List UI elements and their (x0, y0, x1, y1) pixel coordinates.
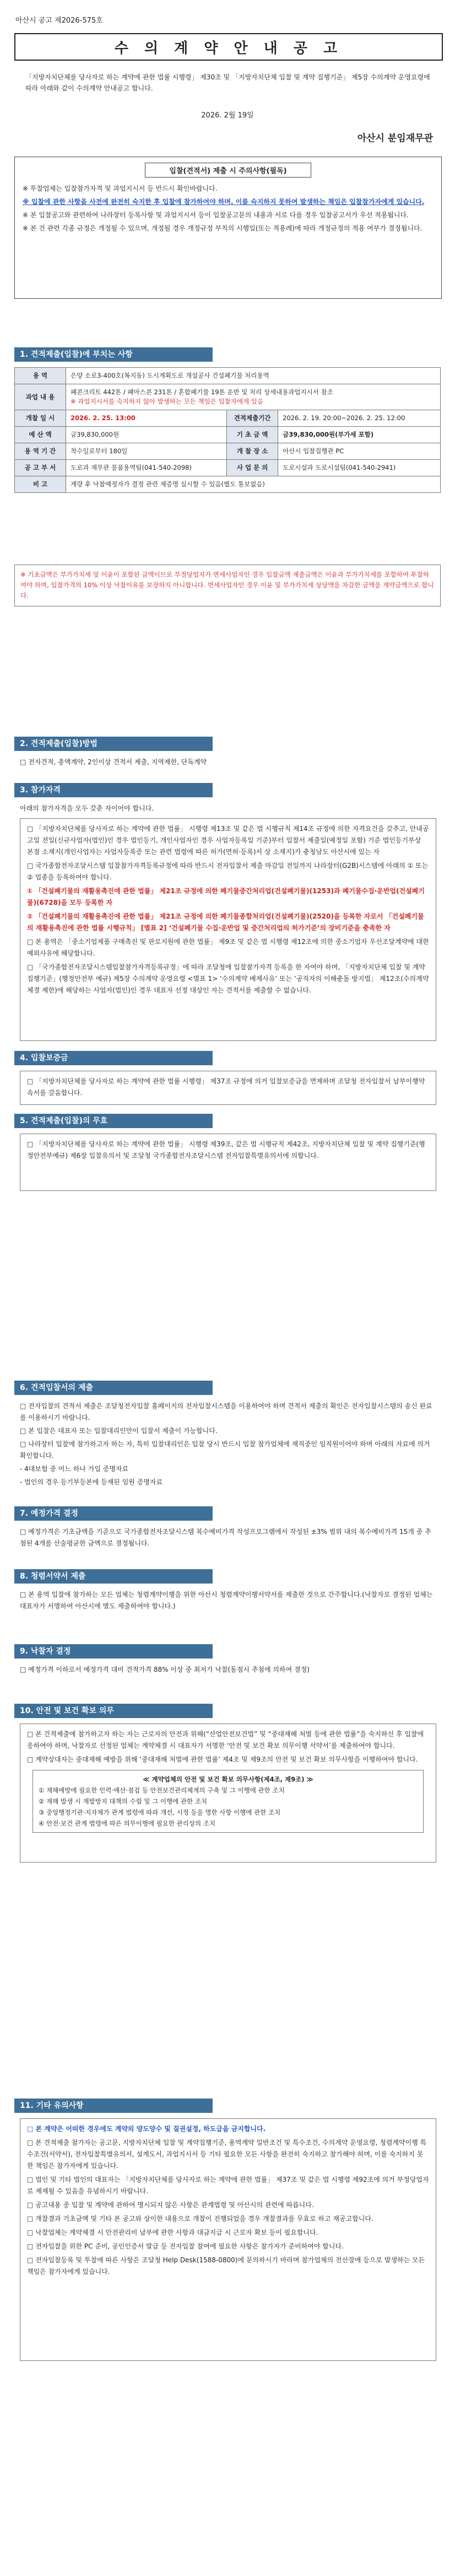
safety-box (20, 1724, 436, 1863)
caution-item: ※ 입찰에 관한 사항을 사전에 완전히 숙지한 후 입찰에 참가하여야 하며, 이를 숙지하지 못하여 발생하는 책임은 입찰참가자에게 있습니다. (23, 198, 425, 206)
safety-duty-item: ① 재해예방에 필요한 인력·예산·점검 등 안전보건관리체계의 구축 및 그 이행에 관한 조치 (39, 1786, 285, 1794)
term: 착수일로부터 180일 (66, 443, 227, 460)
safety-duty-title: ≪ 계약업체의 안전 및 보건 확보 의무사항(제4조, 제9조) ≫ (143, 1775, 313, 1783)
submission-item: □ 나라장터 입찰에 참가하고자 하는 자, 특히 입찰대리인은 입찰 당시 반드시 입찰 참가업체에 재직중인 임직원이어야 하며 아래의 자료에 의거 확인합니다. (20, 1440, 430, 1459)
budget: 금39,830,000원 (66, 427, 227, 443)
safety-duty-item: ② 재해 발생 시 재발방지 대책의 수립 및 그 이행에 관한 조치 (39, 1797, 208, 1805)
label-base-amount: 기 초 금 액 (227, 427, 278, 443)
notice-date: 2026. 2월 19일 (201, 111, 254, 120)
label-open-time: 개찰 일 시 (15, 410, 66, 427)
qualification-item: ① 「건설폐기물의 재활용촉진에 관한 법률」 제21조 규정에 의한 폐기물중간처리업(건설폐기물)(1253)과 폐기물수집·운반업(건설폐기물)(6728)을 모두 등록한 자 (27, 887, 425, 906)
award-text: □ 예정가격 이하로서 예정가격 대비 견적가격 88% 이상 중 최저가 낙찰(동점시 추첨에 의하여 결정) (20, 1666, 310, 1673)
safety-item: □ 본 건적제출에 참가하고자 하는 자는 근로자의 안전과 위해(“산업안전보건법” 및 “중대재해 처벌 등에 관한 법률”을 숙지하신 후 입찰에 응하여야 하며, 낙찰자로 선정된 업체는 계약체결 시 대표자가 서명한 ‘안전 및 보건 확보 의무이행 서약서’를 제출하여야 합니다. (27, 1730, 424, 1749)
note-item: □ 공고내용 중 입찰 및 계약에 관하여 명시되지 않은 사항은 관계법령 및 아산시의 관련에 따릅니다. (27, 2201, 314, 2209)
quantity-text: 폐콘크리트 442톤 / 폐아스콘 231톤 / 혼합폐기물 19톤 운반 및 처리 상세내용과업지시서 참조 (71, 388, 333, 396)
note-item: □ 본 견적제출 참가자는 공고문, 지방자치단체 입찰 및 계약집행기준, 용역계약 일반조건 및 특수조건, 수의계약 운영요령, 청렴계약이행 특수조건(서약서), 전자입찰특별유의서, 설계도서, 과업지시서 등 기타 필요한 모든 사항을 완전히 숙지하고 참가해야 하며, 이를 숙지하지 못한 책임은 참가자에게 있습니다. (27, 2139, 427, 2170)
submission-list (20, 1400, 436, 1490)
intro-text: 「지방자치단체를 당사자로 하는 계약에 관한 법률 시행령」 제30조 및 「지방자치단체 입찰 및 계약 집행기준」 제5장 수의계약 운영요령에 따라 아래와 같이 수의계약 안내공고 합니다. (25, 73, 430, 92)
qualification-item: □ 국가종합전자조달시스템 입찰참가자격등록규정에 따라 반드시 전자입찰서 제출 마감일 전일까지 나라장터(G2B)시스템에 아래의 ① 또는 ② 업종을 등록하여야 합니다. (27, 862, 429, 881)
caution-item: ※ 본 입찰공고와 관련하여 나라장터 등록사항 및 과업지시서 등이 입찰공고문의 내용과 서로 다를 경우 입찰공고서가 우선 적용됩니다. (23, 211, 409, 219)
open-time: 2026. 2. 25. 13:00 (66, 410, 227, 427)
label-quantity: 과업 내 용 (15, 384, 66, 410)
safety-duty-box (32, 1770, 424, 1833)
section-heading-9: 9. 낙찰자 결정 (14, 1644, 213, 1659)
note-item: □ 전자입찰을 위한 PC 준비, 공인인증서 발급 등 전자입찰 참여에 필요한 사항은 참가자가 준비하여야 합니다. (27, 2242, 344, 2250)
label-service: 용 역 (15, 368, 66, 384)
submission-item: - 법인의 경우 등기부등본에 등재된 임원 증명자료 (20, 1478, 163, 1486)
caution-list (23, 183, 434, 234)
section-heading-7: 7. 예정가격 결정 (14, 1506, 213, 1521)
caution-title: 입찰(견적서) 제출 시 주의사항(필독) (145, 163, 311, 178)
label-place: 개 찰 장 소 (227, 443, 278, 460)
section-heading-10: 10. 안전 및 보건 확보 의무 (14, 1704, 213, 1718)
qualification-item: □ 「국가종합전자조달시스템입찰참가자격등록규정」에 따라 조달청에 입찰참가자격 등록을 한 자여야 하며, 「지방자치단체 입찰 및 계약집행기준」(행정안전부 예규) 제5장 수의계약 운영요령 <별표 1> ‘수의계약 배제사유’ 또는 ‘공직자의 이해충돌 방지법」 제12조(수의계약 체결 제한)에 해당하는 사업자(법인)인 경우 대표자 선정 대상인 자는 견적서를 제출할 수 없습니다. (27, 963, 429, 994)
note-item: □ 전자입찰등록 및 투찰에 따른 사항은 조달청 Help Desk(1588-0800)에 문의하시기 바라며 참가업체의 전산장애 등으로 발생하는 모든 책임은 참가자에게 있습니다. (27, 2256, 425, 2276)
label-remark: 비 고 (15, 476, 66, 493)
safety-duty-item: ③ 중앙행정기관·지자체가 관계 법령에 따라 개선, 시정 등을 명한 사항 이행에 관한 조치 (39, 1808, 281, 1816)
qualification-intro: 아래의 참가자격을 모두 갖춘 자이어야 합니다. (20, 804, 154, 812)
notice-number: 아산시 공고 제2026-575호 (15, 17, 103, 25)
quantity-note: ※ 과업지시서를 숙지하지 않아 발생하는 모든 책임은 입찰자에게 있음 (71, 398, 263, 405)
section-heading-8: 8. 청렴서약서 제출 (14, 1569, 213, 1584)
label-deadline: 견적제출기간 (227, 410, 278, 427)
submission-item: □ 전자입찰의 견적서 제출은 조달청전자입찰 홈페이지의 전자입찰시스템을 이용하여야 하며 견적서 제출의 확인은 전자입찰시스템의 송신 완료를 이용하시기 바랍니다. (20, 1402, 432, 1421)
page-title: 수 의 계 약 안 내 공 고 (14, 33, 443, 61)
section-heading-1: 1. 견적제출(입찰)에 부치는 사항 (14, 347, 213, 362)
qualification-item: □ 「지방자치단체를 당사자로 하는 계약에 관한 법률」 시행령 제13조 및 같은 법 시행규칙 제14조 규정에 의한 자격요건을 갖추고, 안내공고일 전일(신규사업자(법인)인 경우 법인등기, 개인사업자인 경우 사업자등록일 기준)부터 입찰서 제출일(예정일 포함) 기준 법인등기부상 본점 소재지(개인사업자는 사업자등록증 또는 관련 법령에 따른 허가(면허·등록)서 상 소재지)가 충청남도 아산시에 있는 자 (27, 825, 429, 856)
qualification-box (20, 818, 436, 1041)
notes-box (20, 2118, 436, 2361)
bid-bond-box (20, 1071, 436, 1105)
note-item: □ 개찰결과 기초금액 및 기타 본 공고와 상이한 내용으로 개찰이 진행되었을 경우 개찰결과를 무효로 하고 재공고합니다. (27, 2215, 373, 2223)
section-heading-4: 4. 입찰보증금 (14, 1051, 213, 1065)
caution-box (14, 157, 442, 299)
issuer: 아산시 분임재무관 (357, 133, 433, 144)
contact: 도로시설과 도로시설팀(041-540-2941) (278, 460, 441, 476)
invalid-box (20, 1134, 436, 1191)
info-table (14, 367, 441, 493)
bid-method-text: □ 전자견적, 총액계약, 2인이상 견적서 제출, 지역제한, 단독계약 (20, 758, 207, 766)
safety-item: □ 계약상대자는 중대재해 예방을 위해 ‘중대재해 처벌에 관한 법률’ 제4조 및 제9조의 안전 및 보건 확보 의무사항을 이행하여야 합니다. (27, 1756, 418, 1763)
service-name: 은양 소로3-400호(복지동) 도시계획도로 개설공사 건설폐기물 처리용역 (66, 368, 441, 384)
safety-duty-item: ④ 안전·보건 관계 법령에 따른 의무이행에 필요한 관리상의 조치 (39, 1820, 215, 1827)
label-budget: 예 산 액 (15, 427, 66, 443)
section-heading-6: 6. 견적입찰서의 제출 (14, 1381, 213, 1395)
note-item: □ 낙찰업체는 계약체결 시 안전관리비 납부에 관한 사항과 대금지급 시 근로자 확보 등이 필요합니다. (27, 2229, 318, 2236)
base-amount: 금39,830,000원(부가세 포함) (278, 427, 441, 443)
dept: 도로과 재무관 물품용역팀(041-540-2098) (66, 460, 227, 476)
caution-item: ※ 본 건 관련 각종 규정은 개정될 수 있으며, 개정될 경우 개정규정 부칙의 시행일(또는 적용례)에 따라 개정규정의 적용 여부가 결정됩니다. (23, 224, 422, 232)
estimated-price-text: □ 예정가격은 기초금액을 기준으로 국가종합전자조달시스템 복수예비가격 작성프로그램에서 작성된 ±3% 범위 내의 복수예비가격 15개 중 추첨된 4개를 산술평균한 금액으로 결정됩니다. (20, 1528, 431, 1547)
label-term: 용 역 기 간 (15, 443, 66, 460)
section-heading-2: 2. 견적제출(입찰)방법 (14, 737, 213, 751)
section-heading-11: 11. 기타 유의사항 (14, 2099, 213, 2113)
submission-item: - 4대보험 중 어느 하나 가입 증명자료 (20, 1465, 129, 1473)
qualification-item: □ 본 용역은 「중소기업제품 구매촉진 및 판로지원에 관한 법률」 제9조 및 같은 법 시행령 제12조에 의한 중소기업자 우선조달계약에 대한 예외사유에 해당합니다. (27, 938, 429, 957)
qualification-item: ② 「건설폐기물의 재활용촉진에 관한 법률」 제21조 규정에 의한 폐기물종합처리업(건설폐기물)(2520)을 등록한 자로서 「건설폐기물의 재활용촉진에 관한 법률 시행규칙」 [별표 2] ‘건설폐기물 수집·운반업 및 중간처리업의 허가기준’의 장비기준을 충족한 자 (27, 913, 424, 932)
submission-item: □ 본 입찰은 대표자 또는 입찰대리인만이 입찰서 제출이 가능합니다. (20, 1427, 218, 1435)
note-item: □ 본 계약은 어떠한 경우에도 계약의 양도양수 및 질권설정, 하도급을 금지합니다. (27, 2125, 266, 2133)
integrity-pledge-text: □ 본 용역 입찰에 참가하는 모든 업체는 청렴계약이행을 위한 아산시 청렴계약이행서약서를 제출한 것으로 간주합니다.(낙찰자로 결정된 업체는 대표자가 서명하여 아산시에 별도 제출하여야 합니다.) (20, 1591, 433, 1610)
warning-box: ※ 기초금액은 부가가치세 및 이윤이 포함된 금액이므로 부정당업자가 면세사업자인 경우 입찰금액 제출금액은 이윤과 부가가치세를 포함하여 투찰하여야 하며, 입찰가격의 10% 이상 낙찰이유를 보장하지 아니합니다. 면세사업자인 경우 이윤 및 부가가치세 상당액을 차감한 금액을 계약금액으로 합니다. (14, 565, 441, 607)
note-item: □ 법인 및 기타 법인의 대표자는 「지방자치단체를 당사자로 하는 계약에 관한 법률」 제37조 및 같은 법 시행령 제92조에 의거 부정당업자로 제재될 수 있음을 유념하시기 바랍니다. (27, 2176, 429, 2195)
caution-item: ※ 투찰업체는 입찰참가자격 및 과업지시서 등 반드시 확인바랍니다. (23, 185, 218, 192)
bid-bond-text: □ 「지방자치단체를 당사자로 하는 계약에 관한 법률 시행령」 제37조 규정에 의거 입찰보증금을 면제하며 조달청 전자입찰서 납부이행약속서를 갈음합니다. (27, 1077, 425, 1097)
section-heading-3: 3. 참가자격 (14, 783, 213, 797)
invalid-text: □ 「지방자치단체를 당사자로 하는 계약에 관한 법률」 시행령 제39조, 같은 법 시행규칙 제42조, 지방자치단체 입찰 및 계약 집행기준(행정안전부예규) 제6장 입찰유의서 및 조달청 국가종합전자조달시스템 전자입찰특별유의서에 의합니다. (27, 1140, 425, 1160)
deadline: 2026. 2. 19. 20:00~2026. 2. 25. 12:00 (278, 410, 441, 427)
place: 아산시 입찰집행관 PC (278, 443, 441, 460)
remark: 계량 후 낙찰예정자가 결정 관련 제증명 실시할 수 있음(별도 통보없음) (66, 476, 441, 493)
section-heading-5: 5. 견적제출(입찰)의 무효 (14, 1114, 213, 1128)
label-dept: 공 고 부 서 (15, 460, 66, 476)
label-contact: 사 업 문 의 (227, 460, 278, 476)
